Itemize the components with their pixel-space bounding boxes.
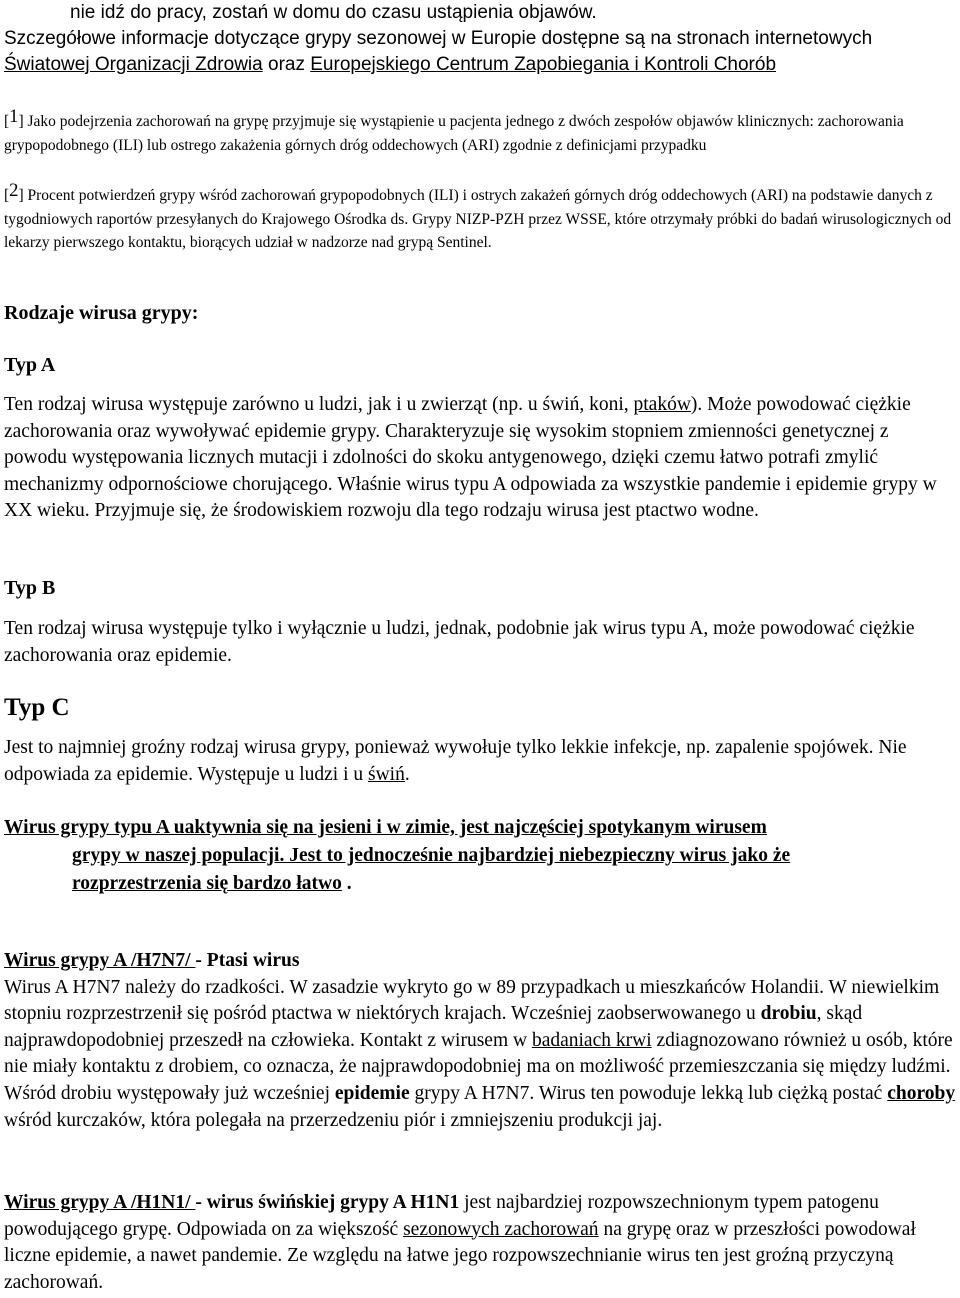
link-who[interactable]: Światowej Organizacji Zdrowia <box>4 54 263 75</box>
footnote-1-number[interactable]: 1 <box>9 106 19 127</box>
link-badania-krwi[interactable]: badaniach krwi <box>531 1029 652 1051</box>
type-c-title: Typ C <box>4 694 70 721</box>
footnote-1: [1] Jako podejrzenia zachorowań na grypę przyjmuje się wystąpienie u pacjenta jednego z dwóch zespołów objawów klinicznych: zachorowania grypopodobnego (ILI) lub ostrego zakażenia górnych dróg oddechowych (ARI) zgodnie z definicjami przypadku <box>4 106 904 154</box>
emphasis-line-1: Wirus grypy typu A uaktywnia się na jesieni i w zimie, jest najczęściej spotykanym wirusem <box>4 817 767 838</box>
footnote-2-number[interactable]: 2 <box>9 180 19 201</box>
type-c-text: Jest to najmniej groźny rodzaj wirusa grypy, ponieważ wywołuje tylko lekkie infekcje, np. zapalenie spojówek. Nie odpowiada za epidemie. Występuje u ludzi i u świń. <box>4 737 907 785</box>
link-swin[interactable]: świń <box>368 763 405 785</box>
type-a-title: Typ A <box>4 354 56 376</box>
link-sezonowych-zachorowan[interactable]: sezonowych zachorowań <box>403 1218 599 1240</box>
h1n1-section: Wirus grypy A /H1N1/ - wirus świńskiej grypy A H1N1 jest najbardziej rozpowszechnionym typem patogenu powodującego grypę. Odpowiada on za większość sezonowych zachorowań na grypę oraz w przeszłości powodował liczne epidemie, a nawet pandemie. Ze względu na łatwe jego rozpowszechnianie wirus ten jest groźną przyczyną zachorowań. <box>4 1192 916 1293</box>
emphasis-line-2: grypy w naszej populacji. Jest to jednocześnie najbardziej niebezpieczny wirus jako że <box>72 845 791 866</box>
type-b-text: Ten rodzaj wirusa występuje tylko i wyłącznie u ludzi, jednak, podobnie jak wirus typu A, może powodować ciężkie zachorowania oraz epidemie. <box>4 618 915 666</box>
h7n7-section: Wirus grypy A /H7N7/ - Ptasi wirus Wirus A H7N7 należy do rzadkości. W zasadzie wykryto go w 89 przypadkach u mieszkańców Holandii. W niewielkim stopniu rozprzestrzenił się pośród ptactwa w niektórych krajach. Wcześniej zaobserwowanego u drobiu, skąd najprawdopodobniej przeszedł na człowieka. Kontakt z wirusem w badaniach krwi zdiagnozowano również u osób, które nie miały kontaktu z drobiem, co oznacza, że najprawdopodobniej ma on możliwość przemieszczania się między ludźmi. Wśród drobiu występowały już wcześniej epidemie grypy A H7N7. Wirus ten powoduje lekką lub ciężką postać choroby wśród kurczaków, która polegała na przerzedzeniu piór i zmniejszeniu produkcji jaj. <box>4 950 956 1131</box>
link-ecdc[interactable]: Europejskiego Centrum Zapobiegania i Kontroli Chorób <box>310 54 777 75</box>
h7n7-title: Wirus grypy A /H7N7/ <box>4 950 196 971</box>
type-a-text: Ten rodzaj wirusa występuje zarówno u ludzi, jak i u zwierząt (np. u świń, koni, ptaków). Może powodować ciężkie zachorowania oraz wywoływać epidemie grypy. Charakteryzuje się wysokim stopniem zmienności genetycznej z powodu występowania licznych mutacji i zdolności do skoku antygenowego, dzięki czemu łatwo potrafi zmylić mechanizmy odpornościowe chorującego. Właśnie wirus typu A odpowiada za wszystkie pandemie i epidemie grypy w XX wieku. Przyjmuje się, że środowiskiem rozwoju dla tego rodzaju wirusa jest ptactwo wodne. <box>4 394 937 522</box>
intro-line: nie idź do pracy, zostań w domu do czasu ustąpienia objawów. <box>70 2 597 23</box>
h1n1-title: Wirus grypy A /H1N1/ <box>4 1192 196 1213</box>
types-heading: Rodzaje wirusa grypy: <box>4 302 199 324</box>
link-choroby[interactable]: choroby <box>887 1082 956 1104</box>
type-b-title: Typ B <box>4 577 56 599</box>
link-ptakow[interactable]: ptaków <box>633 394 691 415</box>
footnote-2: [2] Procent potwierdzeń grypy wśród zachorowań grypopodobnych (ILI) i ostrych zakażeń górnych dróg oddechowych (ARI) na podstawie danych z tygodniowych raportów przesyłanych do Krajowego Ośrodka ds. Grypy NIZP-PZH przez WSSE, które otrzymały próbki do badań wirusologicznych od lekarzy pierwszego kontaktu, biorących udział w nadzorze nad grypą Sentinel. <box>4 180 952 251</box>
intro-paragraph: Szczegółowe informacje dotyczące grypy sezonowej w Europie dostępne są na stronach internetowych Światowej Organizacji Zdrowia oraz Europejskiego Centrum Zapobiegania i Kontroli Chorób <box>4 28 873 75</box>
emphasis-line-3: rozprzestrzenia się bardzo łatwo <box>72 873 342 894</box>
emphasis-paragraph: Wirus grypy typu A uaktywnia się na jesieni i w zimie, jest najczęściej spotykanym wirusem grypy w naszej populacji. Jest to jednocześnie najbardziej niebezpieczny wirus jako że rozprzestrzenia się bardzo łatwo . <box>4 817 791 894</box>
